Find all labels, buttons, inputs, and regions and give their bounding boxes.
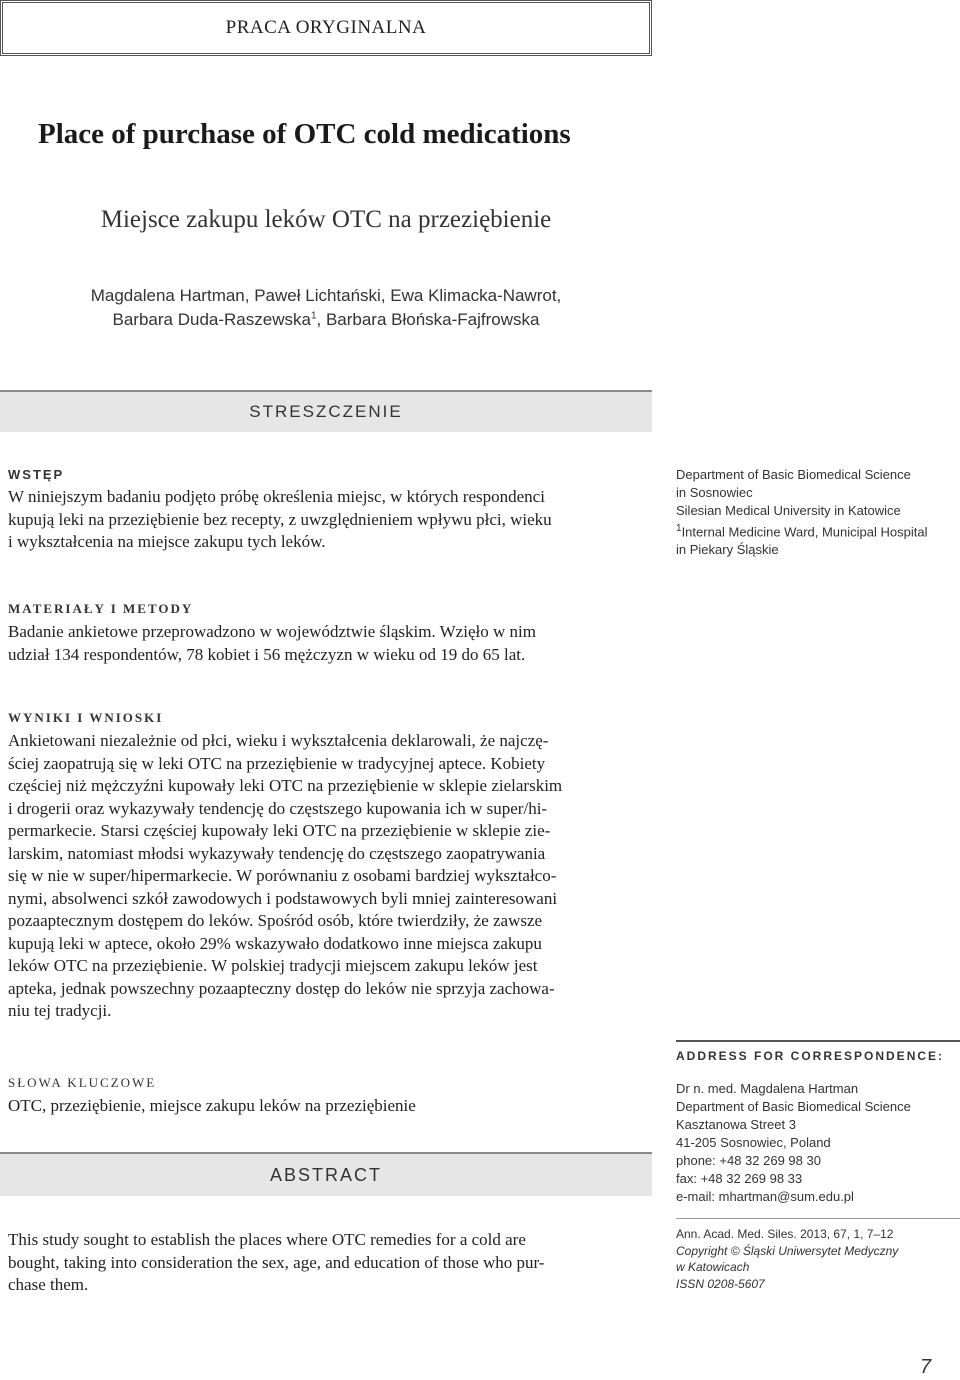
journal-divider [676, 1218, 960, 1219]
affiliation-line: in Sosnowiec [676, 485, 753, 500]
author-names-rest: , Barbara Błońska-Fajfrowska [316, 310, 540, 329]
page-number: 7 [920, 1356, 932, 1378]
text-line: W niniejszym badaniu podjęto próbę określenia miejsc, w których respondenci [8, 487, 545, 506]
metody-paragraph [8, 621, 650, 666]
article-type-label: PRACA ORYGINALNA [225, 17, 427, 38]
article-title-english: Place of purchase of OTC cold medications [38, 118, 571, 150]
text-line: leków OTC na przeziębienie. W polskiej tradycji miejscem zakupu leków jest [8, 956, 538, 975]
text-line: larskim, natomiast młodsi wykazywały tendencję do częstszego zaopatrywania [8, 843, 546, 863]
abstract-label: ABSTRACT [269, 1164, 382, 1185]
keywords-heading: SŁOWA KLUCZOWE [8, 1075, 157, 1090]
address-line: Department of Basic Biomedical Science [676, 1099, 911, 1114]
metody-heading: MATERIAŁY I METODY [8, 601, 194, 616]
wyniki-paragraph [8, 730, 650, 1023]
text-line: chase them. [8, 1275, 89, 1294]
text-line: i drogerii oraz wykazywały tendencję do częstszego kupowania ich w super/hi- [8, 798, 548, 818]
text-line: apteka, jednak powszechny pozaapteczny dostęp do leków nie sprzyja zachowa- [8, 978, 555, 998]
streszczenie-label: STRESZCZENIE [249, 402, 403, 421]
affiliation-marker: 1 [310, 310, 317, 322]
copyright-line: Copyright © Śląski Uniwersytet Medyczny [676, 1243, 899, 1258]
text-line: nymi, absolwenci szkół zawodowych i podstawowych byli mniej zainteresowani [8, 888, 558, 908]
text-line: kupują leki w aptece, około 29% wskazywało dodatkowo inne miejsca zakupu [8, 933, 542, 953]
article-title-polish: Miejsce zakupu leków OTC na przeziębienie [100, 206, 552, 233]
keywords-text: OTC, przeziębienie, miejsce zakupu leków na przeziębienie [8, 1096, 416, 1115]
article-type-box [0, 0, 652, 56]
authors-line-1: Magdalena Hartman, Paweł Lichtański, Ewa Klimacka-Nawrot, [90, 286, 562, 305]
text-line: pozaaptecznym dostępem do leków. Spośród osób, które twierdziły, że zawsze [8, 911, 543, 930]
affiliation-marker: 1 [676, 523, 682, 534]
affiliation-line: Silesian Medical University in Katowice [676, 503, 901, 518]
abstract-paragraph [8, 1229, 650, 1297]
journal-citation: Ann. Acad. Med. Siles. 2013, 67, 1, 7–12 [676, 1227, 894, 1241]
wyniki-heading: WYNIKI I WNIOSKI [8, 710, 164, 725]
correspondence-address [676, 1080, 956, 1206]
text-line: kupują leki na przeziębienie bez recepty, z uwzględnieniem wpływu płci, wieku [8, 509, 552, 529]
address-email: e-mail: mhartman@sum.edu.pl [676, 1189, 854, 1204]
text-line: i wykształcenia na miejsce zakupu tych leków. [8, 532, 326, 551]
text-line: permarkecie. Starsi częściej kupowały leki OTC na przeziębienie w sklepie zie- [8, 821, 551, 840]
text-line: częściej niż mężczyźni kupowały leki OTC na przeziębienie w sklepie zielarskim [8, 776, 563, 795]
affiliation-text: Internal Medicine Ward, Municipal Hospital [681, 524, 928, 540]
correspondence-heading: ADDRESS FOR CORRESPONDENCE: [676, 1049, 945, 1063]
text-line: bought, taking into consideration the sex, age, and education of those who pur- [8, 1252, 545, 1272]
affiliation-line: in Piekary Śląskie [676, 542, 779, 558]
text-line: się w nie w super/hipermarkecie. W porównaniu z osobami bardziej wykształco- [8, 866, 557, 885]
streszczenie-section-bar [0, 390, 652, 432]
affiliation-line: Department of Basic Biomedical Science [676, 467, 911, 482]
journal-info [676, 1226, 956, 1292]
address-line: 41-205 Sosnowiec, Poland [676, 1135, 831, 1150]
address-line: Kasztanowa Street 3 [676, 1117, 796, 1132]
abstract-section-bar [0, 1152, 652, 1196]
author-name: Barbara Duda-Raszewska [112, 310, 311, 329]
affiliation-line [676, 520, 956, 541]
affiliation-block [676, 466, 956, 559]
authors-line-2 [0, 310, 652, 330]
text-line: niu tej tradycji. [8, 1001, 112, 1020]
copyright-line: w Katowicach [676, 1260, 750, 1274]
text-line: ściej zaopatrują się w leki OTC na przeziębienie w tradycyjnej aptece. Kobiety [8, 753, 546, 773]
address-phone: phone: +48 32 269 98 30 [676, 1153, 821, 1168]
text-line: Badanie ankietowe przeprowadzono w województwie śląskim. Wzięło w nim [8, 622, 536, 641]
issn: ISSN 0208-5607 [676, 1276, 765, 1291]
text-line: udział 134 respondentów, 78 kobiet i 56 mężczyzn w wieku od 19 do 65 lat. [8, 644, 526, 664]
wstep-paragraph [8, 486, 648, 554]
text-line: Ankietowani niezależnie od płci, wieku i wykształcenia deklarowali, że najczę- [8, 731, 549, 750]
address-fax: fax: +48 32 269 98 33 [676, 1171, 803, 1186]
correspondence-divider [676, 1040, 960, 1042]
text-line: This study sought to establish the places where OTC remedies for a cold are [8, 1230, 526, 1249]
wstep-heading: WSTĘP [8, 467, 65, 482]
address-line: Dr n. med. Magdalena Hartman [676, 1081, 859, 1096]
